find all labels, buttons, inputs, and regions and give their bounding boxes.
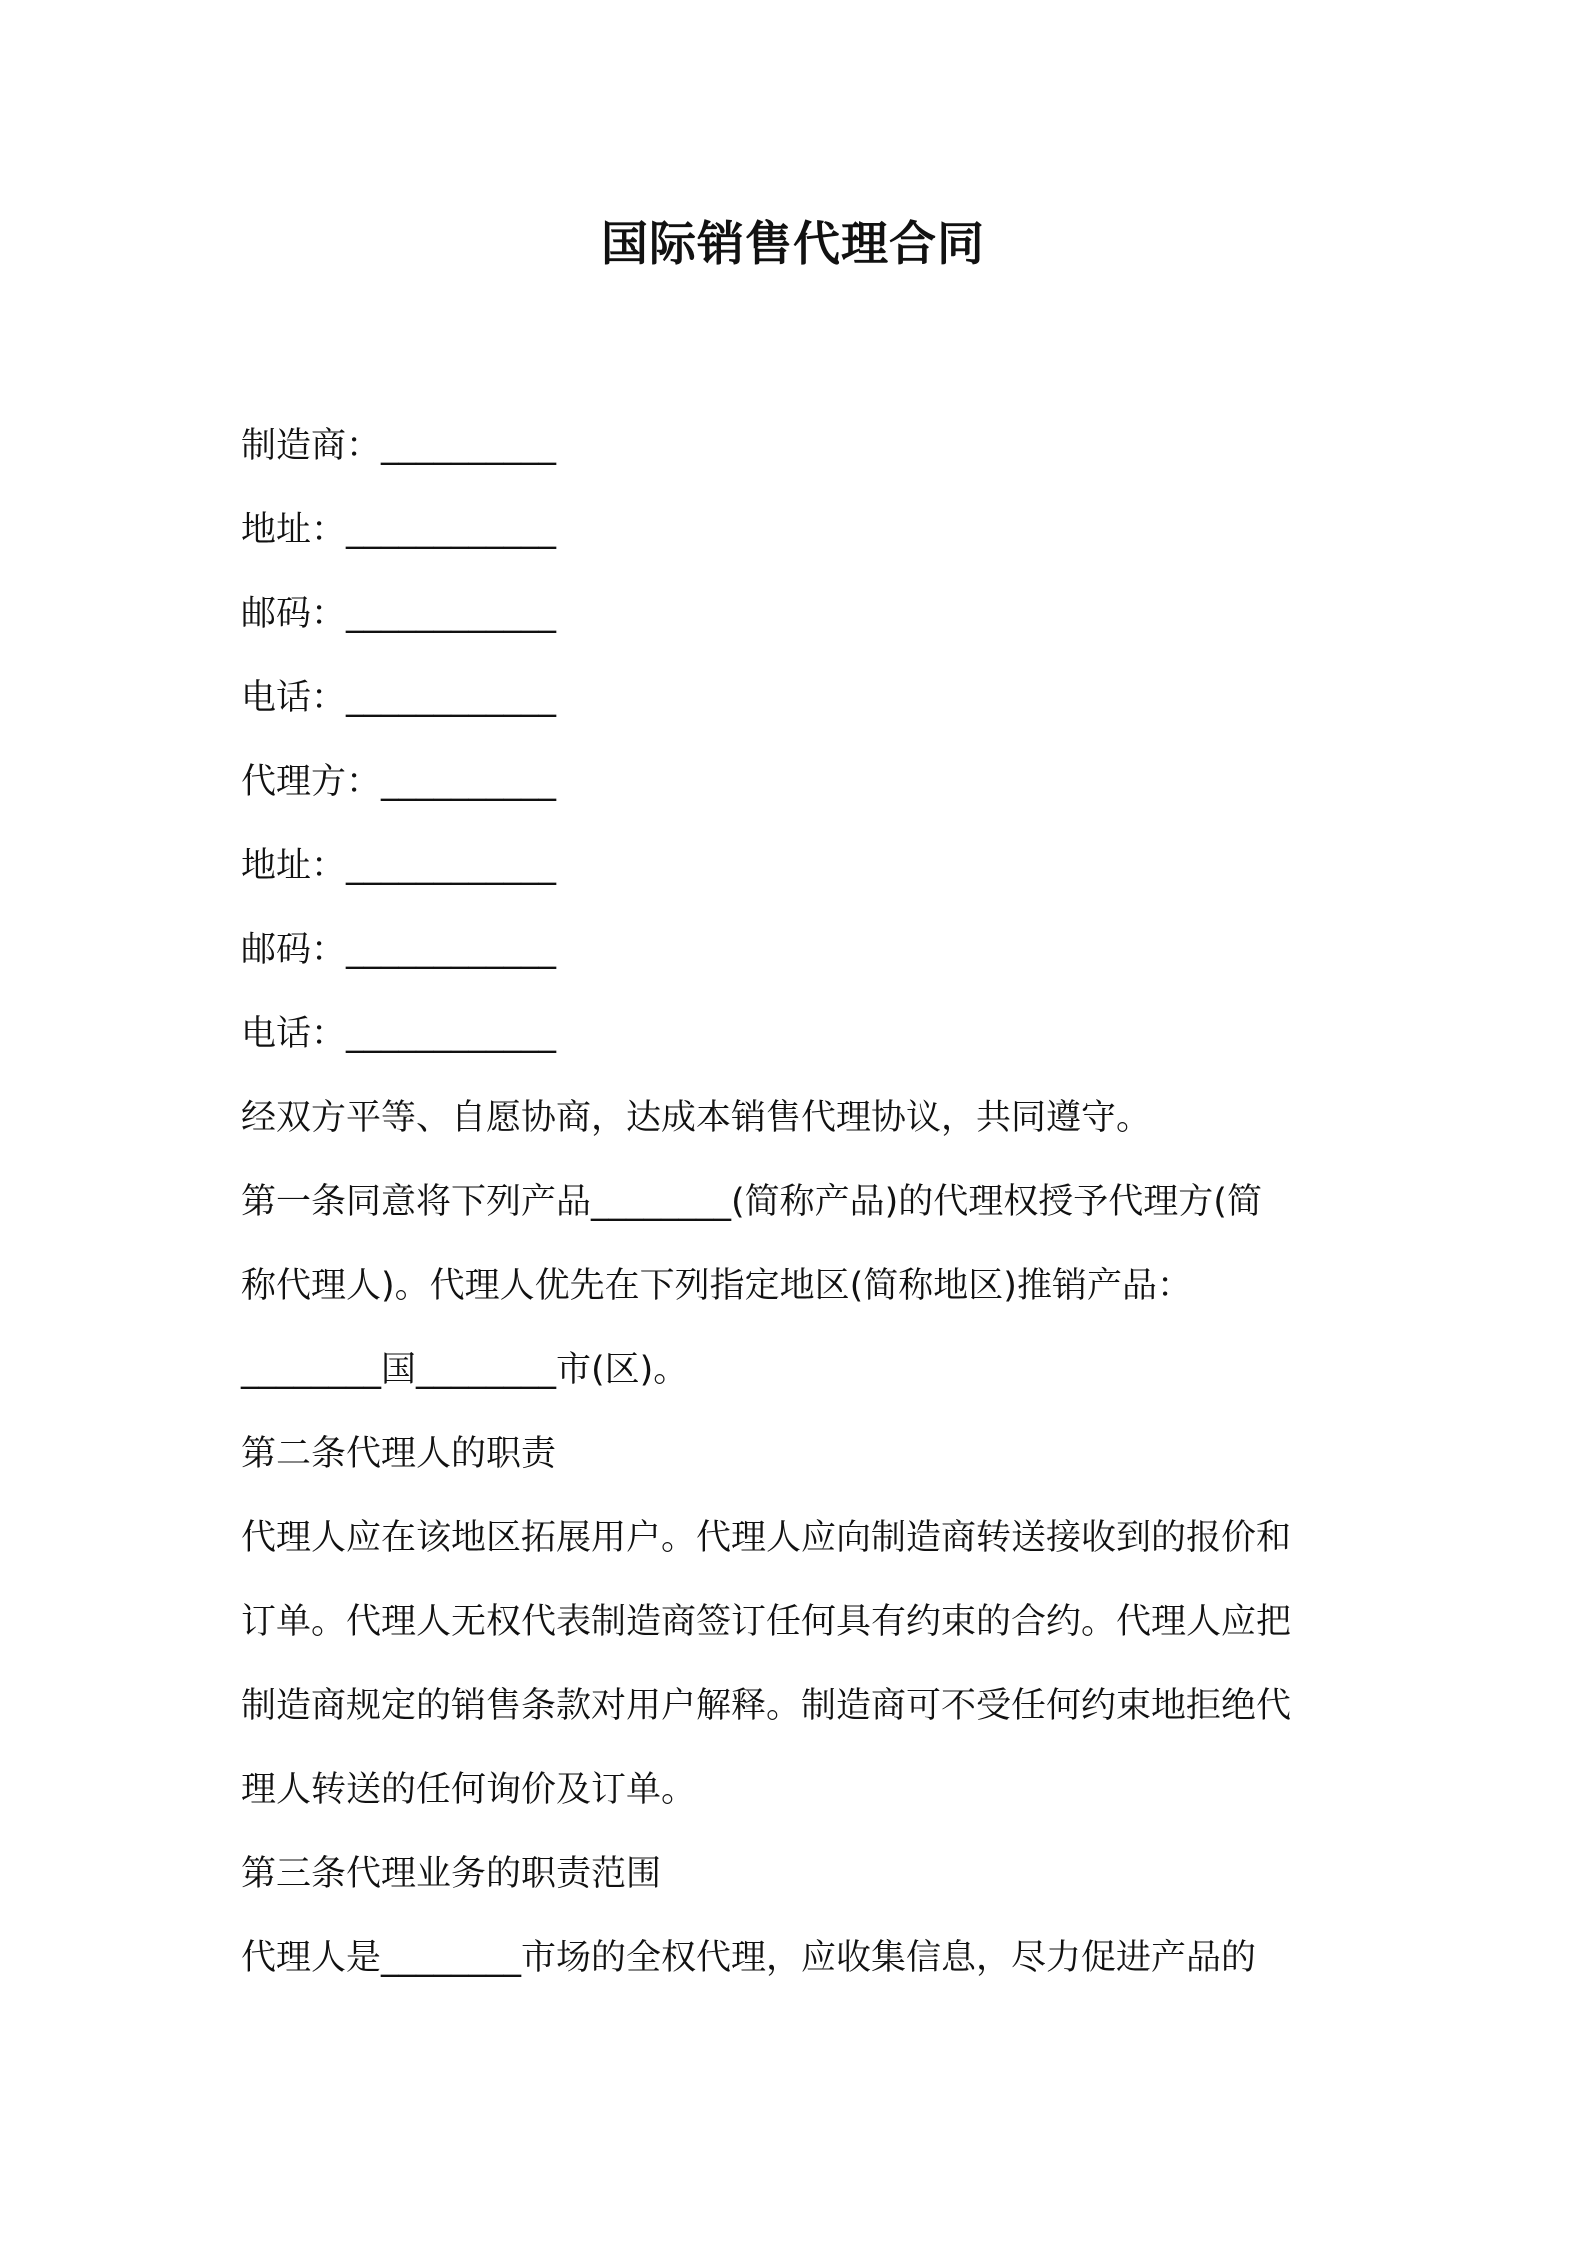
article-2-line-2: 订单。代理人无权代表制造商签订任何具有约束的合约。代理人应把 [241, 1602, 1292, 1642]
manufacturer-postcode-line: 邮码：____________ [241, 594, 557, 634]
agent-line: 代理方：__________ [241, 762, 557, 802]
agent-postcode-line: 邮码：____________ [241, 930, 557, 970]
document-body [241, 404, 1361, 2000]
article-2-line-3: 制造商规定的销售条款对用户解释。制造商可不受任何约束地拒绝代 [241, 1686, 1292, 1726]
manufacturer-line: 制造商：__________ [241, 426, 557, 466]
preamble-paragraph: 经双方平等、自愿协商，达成本销售代理协议，共同遵守。 [241, 1098, 1152, 1138]
article-2-heading: 第二条代理人的职责 [241, 1434, 557, 1474]
agent-phone-line: 电话：____________ [241, 1014, 557, 1054]
article-2-line-1: 代理人应在该地区拓展用户。代理人应向制造商转送接收到的报价和 [241, 1518, 1292, 1558]
manufacturer-address-line: 地址：____________ [241, 510, 557, 550]
article-1-line-1: 第一条同意将下列产品________(简称产品)的代理权授予代理方(简 [241, 1182, 1262, 1222]
article-1-line-2: 称代理人)。代理人优先在下列指定地区(简称地区)推销产品： [241, 1266, 1192, 1306]
agent-address-line: 地址：____________ [241, 846, 557, 886]
document-title: 国际销售代理合同 [601, 217, 985, 272]
manufacturer-phone-line: 电话：____________ [241, 678, 557, 718]
article-1-line-3: ________国________市(区)。 [241, 1350, 689, 1390]
article-3-line-1: 代理人是________市场的全权代理，应收集信息，尽力促进产品的 [241, 1938, 1257, 1978]
article-2-line-4: 理人转送的任何询价及订单。 [241, 1770, 697, 1810]
article-3-heading: 第三条代理业务的职责范围 [241, 1854, 662, 1894]
